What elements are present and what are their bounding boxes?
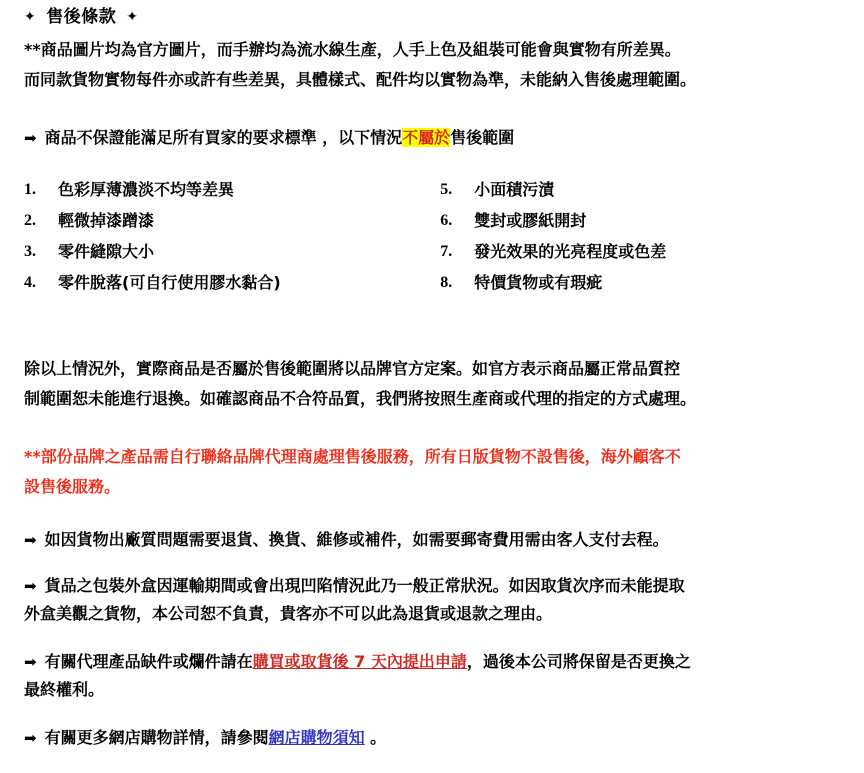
- list-item-number: 3.: [24, 243, 36, 261]
- arrow-right-icon: ➡: [24, 729, 37, 748]
- spacer: [24, 333, 850, 355]
- arrow-right-icon: ➡: [24, 128, 37, 147]
- red-notice-line-2: 設售後服務。: [24, 477, 121, 497]
- shopping-guide-link[interactable]: 網店購物須知: [268, 728, 365, 748]
- bullet-more-info: [24, 724, 850, 752]
- list-item-number: 5.: [440, 180, 453, 198]
- list-item-label: 零件脫落(可自行使用膠水黏合): [58, 273, 281, 293]
- list-item-label: 小面積污漬: [474, 179, 555, 199]
- arrow-right-icon: ➡: [24, 531, 37, 550]
- list-item-label: 發光效果的光亮程度或色差: [474, 242, 667, 262]
- list-item-number: 8.: [440, 274, 453, 292]
- list-item-label: 特價貨物或有瑕疵: [474, 273, 603, 293]
- bullet-box-condition-line-2: 外盒美觀之貨物，本公司恕不負責，貴客亦不可以此為退貨或退款之理由。: [24, 604, 553, 624]
- list-item-label: 雙封或膠紙開封: [474, 210, 587, 230]
- bullet-emphasis: 購買或取貨後 7 天內提出申請: [252, 652, 467, 672]
- red-notice-line-1: **部份品牌之產品需自行聯絡品牌代理商處理售後服務，所有日版貨物不設售後，海外顧客不: [24, 446, 681, 466]
- page-title-text: 售後條款: [46, 7, 117, 27]
- bullet-text: 貨品之包裝外盒因運輸期間或會出現凹陷情況此乃一般正常狀況。如因取貨次序而未能提取: [44, 576, 685, 596]
- bullet-text: 如因貨物出廠質問題需要退貨、換貨、維修或補件，如需要郵寄費用需由客人支付去程。: [44, 530, 669, 550]
- page-title: [24, 6, 850, 30]
- diamond-left-icon: ✦: [24, 9, 37, 25]
- spacer: [24, 630, 850, 648]
- bullet-text-before: 有關代理產品缺件或爛件請在: [44, 652, 253, 672]
- bullet-text-before: 有關更多網店購物詳情，請參閱: [44, 728, 269, 748]
- arrow-right-icon: ➡: [24, 653, 37, 672]
- scope-notice-after: 售後範圍: [450, 127, 515, 147]
- spacer: [24, 504, 850, 526]
- list-item-number: 7.: [440, 243, 453, 261]
- scope-notice-highlight: 不屬於: [402, 127, 451, 147]
- spacer: [24, 96, 850, 124]
- intro-line-2: 而同款貨物實物每件亦或許有些差異，具體樣式、配件均以實物為準，未能納入售後處理範圍。: [24, 69, 697, 89]
- bullet-text-after: ，過後本公司將保留是否更換之: [466, 652, 691, 672]
- list-item-label: 色彩厚薄濃淡不均等差異: [58, 179, 235, 199]
- list-item-label: 零件縫隙大小: [58, 242, 155, 262]
- spacer: [24, 706, 850, 724]
- bullet-missing-parts: [24, 648, 850, 676]
- list-item-label: 輕微掉漆蹭漆: [58, 210, 155, 230]
- spacer: [24, 554, 850, 572]
- list-item-number: 2.: [24, 211, 36, 229]
- spacer: [24, 152, 850, 174]
- diamond-right-icon: ✦: [126, 9, 139, 25]
- spacer: [24, 299, 850, 333]
- spacer: [24, 415, 850, 443]
- policy-line-1: 除以上情況外，實際商品是否屬於售後範圍將以品牌官方定案。如官方表示商品屬正常品質控: [24, 358, 681, 378]
- scope-notice: [24, 124, 850, 152]
- exclusion-list: [24, 174, 804, 299]
- bullet-text-after: 。: [364, 728, 387, 748]
- list-item-number: 1.: [24, 180, 36, 198]
- list-row: [24, 267, 804, 298]
- bullet-missing-parts-line-2: 最終權利。: [24, 680, 105, 700]
- bullet-shipping-cost: [24, 526, 850, 554]
- bullet-box-condition: [24, 572, 850, 600]
- intro-line-1: **商品圖片均為官方圖片，而手辦均為流水線生產，人手上色及組裝可能會與實物有所差異。: [24, 39, 681, 59]
- arrow-right-icon: ➡: [24, 577, 37, 596]
- policy-line-2: 制範圍恕未能進行退換。如確認商品不合符品質，我們將按照生產商或代理的指定的方式處理。: [24, 388, 697, 408]
- list-item-number: 4.: [24, 274, 36, 292]
- list-row: [24, 205, 804, 236]
- list-row: [24, 174, 804, 205]
- scope-notice-before: 商品不保證能滿足所有買家的要求標準 ，以下情況: [44, 127, 403, 147]
- list-row: [24, 236, 804, 267]
- list-item-number: 6.: [440, 211, 453, 229]
